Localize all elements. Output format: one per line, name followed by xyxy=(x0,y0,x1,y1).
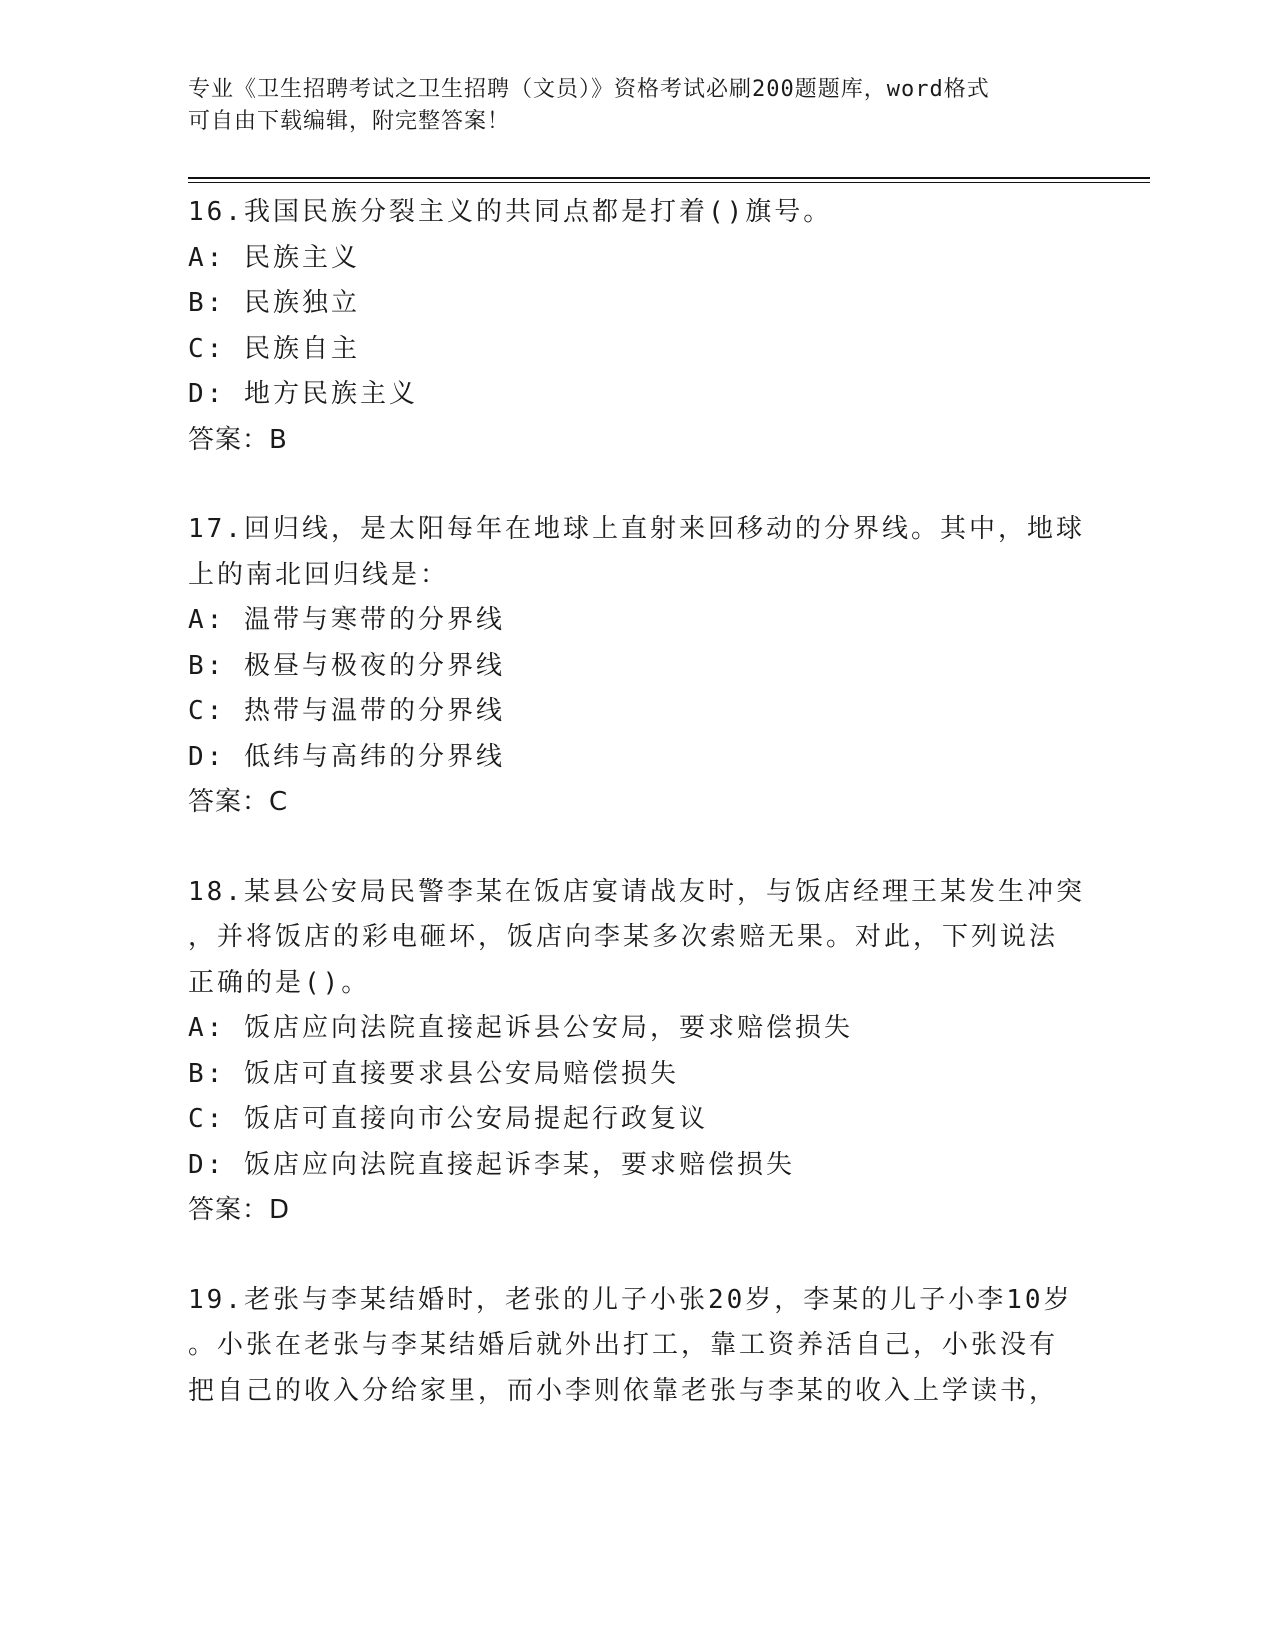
option-c: C: 热带与温带的分界线 xyxy=(188,696,505,726)
header-line-2: 可自由下载编辑，附完整答案！ xyxy=(188,109,511,134)
header-line-1: 专业《卫生招聘考试之卫生招聘（文员）》资格考试必刷200题题库，word格式 xyxy=(188,77,990,102)
question-stem-line: 17.回归线，是太阳每年在地球上直射来回移动的分界线。其中，地球 xyxy=(188,514,1085,544)
question-stem-line: ，并将饭店的彩电砸坏，饭店向李某多次索赔无果。对此，下列说法 xyxy=(188,922,1059,952)
option-c: C: 民族自主 xyxy=(188,333,360,364)
option-d: D: 饭店应向法院直接起诉李某，要求赔偿损失 xyxy=(188,1149,795,1180)
question-17 xyxy=(188,507,1088,826)
question-19 xyxy=(188,1278,1088,1415)
option-a: A: 饭店应向法院直接起诉县公安局，要求赔偿损失 xyxy=(188,1013,853,1043)
question-16 xyxy=(188,190,1088,463)
question-stem-line: 正确的是()。 xyxy=(188,967,371,998)
option-b: B: 极昼与极夜的分界线 xyxy=(188,650,505,681)
option-c: C: 饭店可直接向市公安局提起行政复议 xyxy=(188,1104,708,1134)
header-divider-thick xyxy=(188,177,1150,179)
option-d: D: 地方民族主义 xyxy=(188,379,418,409)
question-stem: 16.我国民族分裂主义的共同点都是打着()旗号。 xyxy=(188,197,833,227)
question-list xyxy=(188,190,1088,1458)
question-18 xyxy=(188,870,1088,1234)
header-divider-thin xyxy=(188,182,1150,183)
answer: 答案：C xyxy=(188,787,289,817)
option-a: A: 民族主义 xyxy=(188,242,360,273)
answer: 答案：B xyxy=(188,424,288,455)
question-stem-line: 19.老张与李某结婚时，老张的儿子小张20岁，李某的儿子小李10岁 xyxy=(188,1284,1073,1315)
option-b: B: 饭店可直接要求县公安局赔偿损失 xyxy=(188,1058,679,1089)
answer: 答案：D xyxy=(188,1195,291,1225)
option-d: D: 低纬与高纬的分界线 xyxy=(188,741,505,772)
option-a: A: 温带与寒带的分界线 xyxy=(188,605,505,635)
question-stem-line: 18.某县公安局民警李某在饭店宴请战友时，与饭店经理王某发生冲突 xyxy=(188,876,1085,907)
question-stem-line: 上的南北回归线是： xyxy=(188,559,450,590)
document-header xyxy=(188,74,1068,138)
question-stem-line: 把自己的收入分给家里，而小李则依靠老张与李某的收入上学读书， xyxy=(188,1375,1059,1406)
question-stem-line: 。小张在老张与李某结婚后就外出打工，靠工资养活自己，小张没有 xyxy=(188,1330,1059,1360)
option-b: B: 民族独立 xyxy=(188,288,360,318)
